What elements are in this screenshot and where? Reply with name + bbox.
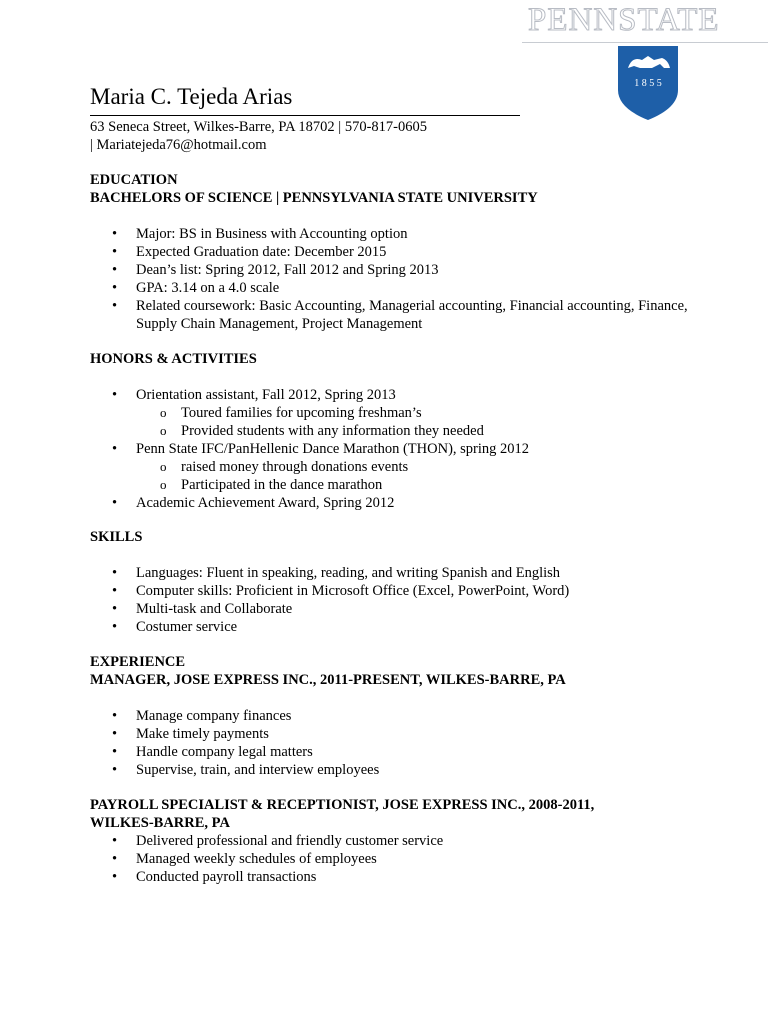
list-item: • Dean’s list: Spring 2012, Fall 2012 and Spring 2013 [90, 261, 690, 279]
resume-name: Maria C. Tejeda Arias [90, 84, 293, 109]
sub-list-item: o Provided students with any information they needed [90, 422, 690, 440]
list-item: • Orientation assistant, Fall 2012, Spring 2013 [90, 386, 690, 404]
job-duties-list [90, 832, 690, 886]
education-heading: EDUCATION [90, 172, 178, 188]
sub-list-item: o raised money through donations events [90, 458, 690, 476]
honors-list [90, 386, 690, 512]
contact-line: 63 Seneca Street, Wilkes-Barre, PA 18702 | 570-817-0605 | Mariatejeda76@hotmail.com [90, 119, 427, 153]
name-underline [90, 115, 520, 116]
list-item: • Manage company finances [90, 707, 690, 725]
list-item: • Expected Graduation date: December 2015 [90, 243, 690, 261]
experience-heading: EXPERIENCE [90, 654, 186, 670]
list-item: • Conducted payroll transactions [90, 868, 690, 886]
list-item: • Managed weekly schedules of employees [90, 850, 690, 868]
education-list [90, 225, 690, 333]
honors-heading: HONORS & ACTIVITIES [90, 351, 257, 367]
job-title: PAYROLL SPECIALIST & RECEPTIONIST, JOSE EXPRESS INC., 2008-2011, WILKES-BARRE, PA [90, 797, 595, 831]
list-item: • Handle company legal matters [90, 743, 690, 761]
pennstate-wordmark: PENNSTATE [528, 2, 720, 38]
list-item: • Multi-task and Collaborate [90, 600, 690, 618]
sub-list-item: o Participated in the dance marathon [90, 476, 690, 494]
list-item: • Penn State IFC/PanHellenic Dance Marathon (THON), spring 2012 [90, 440, 690, 458]
job-duties-list [90, 707, 690, 779]
skills-list [90, 564, 690, 636]
job-title: MANAGER, JOSE EXPRESS INC., 2011-PRESENT, WILKES-BARRE, PA [90, 672, 566, 688]
list-item: • Delivered professional and friendly customer service [90, 832, 690, 850]
list-item: • Related coursework: Basic Accounting, Managerial accounting, Financial accounting, Finance, Supply Chain Management, Project Management [90, 297, 690, 333]
shield-year: 1 8 5 5 [634, 78, 662, 89]
list-item: • Academic Achievement Award, Spring 2012 [90, 494, 690, 512]
skills-heading: SKILLS [90, 529, 143, 545]
list-item: • GPA: 3.14 on a 4.0 scale [90, 279, 690, 297]
sub-list-item: o Toured families for upcoming freshman’s [90, 404, 690, 422]
list-item: • Supervise, train, and interview employees [90, 761, 690, 779]
list-item: • Major: BS in Business with Accounting option [90, 225, 690, 243]
university-shield-logo [618, 46, 678, 120]
list-item: • Make timely payments [90, 725, 690, 743]
header-divider [522, 42, 768, 43]
list-item: • Languages: Fluent in speaking, reading, and writing Spanish and English [90, 564, 690, 582]
degree-heading: BACHELORS OF SCIENCE | PENNSYLVANIA STATE UNIVERSITY [90, 190, 538, 206]
list-item: • Costumer service [90, 618, 690, 636]
list-item: • Computer skills: Proficient in Microsoft Office (Excel, PowerPoint, Word) [90, 582, 690, 600]
